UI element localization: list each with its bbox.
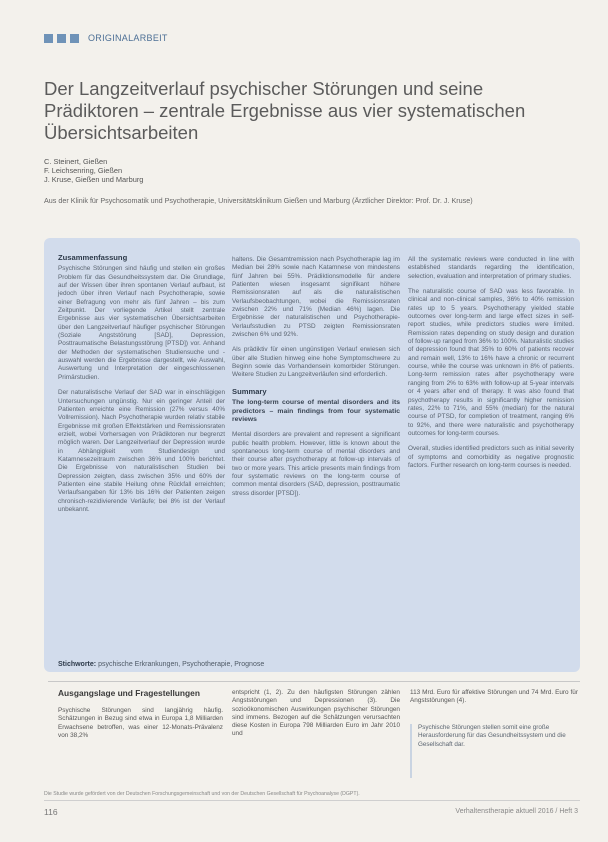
body-column-2 bbox=[232, 689, 400, 739]
page-number: 116 bbox=[44, 807, 58, 817]
summary-paragraph: Mental disorders are prevalent and represent a significant public health problem. However, little is known about the spontaneous long-term course of mental disorders and their course after psychotherapy at follow-up intervals of two or more years. This article presents main findings from four systematic reviews on the long-term course of common mental disorders (SAD, depression, posttraumatic stress disorder [PTSD]). bbox=[232, 431, 400, 497]
article-title: Der Langzeitverlauf psychischer Störungen und seine Prädiktoren – zentrale Ergebnisse aus vier systematischen Übersichtsarbeiten bbox=[44, 78, 526, 143]
journal-reference: Verhaltenstherapie aktuell 2016 / Heft 3 bbox=[455, 808, 578, 815]
section-label bbox=[44, 32, 168, 44]
footnote: Die Studie wurde gefördert von der Deutschen Forschungsgemeinschaft und von der Deutschen Gesellschaft für Psychoanalyse (DGPT). bbox=[44, 791, 360, 797]
keywords-label: Stichworte: bbox=[58, 661, 97, 668]
keywords-line bbox=[58, 661, 264, 668]
author: J. Kruse, Gießen und Marburg bbox=[44, 175, 144, 184]
summary-paragraph: The naturalistic course of SAD was less favorable. In clinical and non-clinical samples, 36% to 40% remission rates up to 5 years. Psychotherapy yielded stable outcomes over long-term and large effect sizes in self-report studies, while predictors studies were limited. Remission rates depending on study design and duration of follow-up ranged from 36% to 100%. Naturalistic studies of depression found that 35% to 60% of patients recover and remain well, 13% to 16% have a chronic or recurrent course, while the course was unknown in 8% of patients. Long-term remission rates after psychotherapy were ranging from 2% to 63% with follow-up at 5-year intervals or 4 years after end of therapy. It was also found that psychotherapy results in significantly higher remission rates, 22% to 71%, and 55% (median) for the natural course of PTSD, for completion of treatment, ranging 6% to 92%, and there were naturalistic and psychotherapy outcomes for long-term courses. bbox=[408, 288, 574, 437]
english-summary-heading: Summary bbox=[232, 386, 267, 396]
body-column-3 bbox=[410, 689, 578, 706]
summary-paragraph: Psychische Störungen sind häufig und stellen ein großes Problem für das Gesundheitssystem dar. Die Grundlage, auf der Wissen über ihren spontanen Verlauf aufbaut, ist jedoch über ihren Verlauf nach Psychotherapie, sowie einer Befragung von mehr als fünf Jahren – bis zum Zeitpunkt. Der vorliegende Artikel stellt zentrale Ergebnisse aus vier systematischen Übersichtsarbeiten über den Langzeitverlauf häufiger psychischer Störungen (Soziale Angststörung [SAD], Depression, Posttraumatische Belastungsstörung [PTSD]) vor. Anhand der Methoden der systematischen Studiensuche und -auswahl werden die Ergebnisse dargestellt, wie Auswahl, Auswertung und Interpretation der eingeschlossenen Primärstudien. bbox=[58, 265, 225, 381]
body-paragraph: entspricht (1, 2). Zu den häufigsten Störungen zählen Angststörungen und Depressionen (3). Die sozioökonomischen Auswirkungen psychischer Störungen sind immens. Bezogen auf die Schätzungen verursachten diese Kosten in Europa 798 Milliarden Euro im Jahr 2010 und bbox=[232, 689, 400, 738]
summary-heading: Zusammenfassung bbox=[58, 253, 128, 262]
square-marker-icon bbox=[44, 34, 53, 43]
pull-quote: Psychische Störungen stellen somit eine große Herausforderung für das Gesundheitssystem und die Gesellschaft dar. bbox=[410, 724, 586, 778]
summary-paragraph: All the systematic reviews were conducted in line with established standards regarding the identification, selection, evaluation and interpretation of primary studies. bbox=[408, 256, 574, 280]
square-marker-icon bbox=[70, 34, 79, 43]
author: C. Steinert, Gießen bbox=[44, 157, 108, 166]
summary-paragraph: Als prädiktiv für einen ungünstigen Verlauf erwiesen sich über alle Studien hinweg eine hohe Symptomschwere zu Beginn sowie das Vorhandensein komorbider Störungen. Weitere Studien zu Langzeitverläufen sind erforderlich. bbox=[232, 346, 400, 379]
keywords: psychische Erkrankungen, Psychotherapie, Prognose bbox=[98, 661, 265, 668]
section-heading: Ausgangslage und Fragestellungen bbox=[58, 688, 200, 698]
summary-column-3 bbox=[408, 256, 574, 477]
author: F. Leichsenring, Gießen bbox=[44, 166, 123, 175]
body-paragraph: Psychische Störungen sind langjährig häufig. Schätzungen in Bezug sind etwa in Europa 1,8 Milliarden Erwachsene betroffen, was einer 12-Monats-Prävalenz von 38,2% bbox=[58, 707, 223, 739]
summary-paragraph: Der naturalistische Verlauf der SAD war in einschlägigen Untersuchungen ungünstig. Nur ein geringer Anteil der Patienten erreichte eine Remission (27% versus 40% Vollremission). Nach Psychotherapie wurden relativ stabile Ergebnisse mit großen Effektstärken und Remissionsraten erzielt, wobei Vorhersagen von Prädiktoren nur begrenzt möglich waren. Der Langzeitverlauf der Depression wurde in Abhängigkeit vom Studiendesign und Katamnesezeitraum zwischen 36% und 100% berichtet. Die Ergebnisse von naturalistischen Studien bei Depression zeigten, dass zwischen 35% und 60% der Patienten eine stabile Heilung ohne Rückfall erreichten; Verlaufsangaben für 13% bis 16% der Patienten zeigen chronisch-rezidivierende Verläufe; bei 8% ist der Verlauf unbekannt. bbox=[58, 389, 225, 513]
square-marker-icon bbox=[57, 34, 66, 43]
body-paragraph: 113 Mrd. Euro für affektive Störungen und 74 Mrd. Euro für Angststörungen (4). bbox=[410, 689, 578, 705]
body-column-1 bbox=[58, 688, 223, 740]
summary-column-2 bbox=[232, 256, 400, 505]
summary-paragraph: haltens. Die Gesamtremission nach Psychotherapie lag im Median bei 28% sowie nach Katamnese von mindestens fünf Jahren bei 55%. Prädiktionsmodelle für andere Patienten wiesen insgesamt signifikant höhere Remissionsraten auf als die naturalistischen Verlaufsbeobachtungen, wobei die Remissionsraten zwischen 22% und 71% (Median 46%) lagen. Die Ergebnisse der naturalistischen und Psychotherapie-Verlaufsstudien zu PTSD zeigten Remissionsraten zwischen 6% und 92%. bbox=[232, 256, 400, 339]
author-list bbox=[44, 157, 143, 184]
divider bbox=[48, 681, 580, 682]
affiliation: Aus der Klinik für Psychosomatik und Psychotherapie, Universitätsklinikum Gießen und Marburg (Ärztlicher Direktor: Prof. Dr. J. Kruse) bbox=[44, 196, 473, 205]
footer-divider bbox=[44, 800, 580, 801]
summary-paragraph: Overall, studies identified predictors such as initial severity of symptoms and comorbidity as negative prognostic factors. Further research on long-term courses is needed. bbox=[408, 445, 574, 469]
english-title: The long-term course of mental disorders and its predictors – main findings from four systematic reviews bbox=[232, 399, 400, 423]
section-name: ORIGINALARBEIT bbox=[88, 33, 168, 43]
summary-column-1 bbox=[58, 254, 225, 521]
